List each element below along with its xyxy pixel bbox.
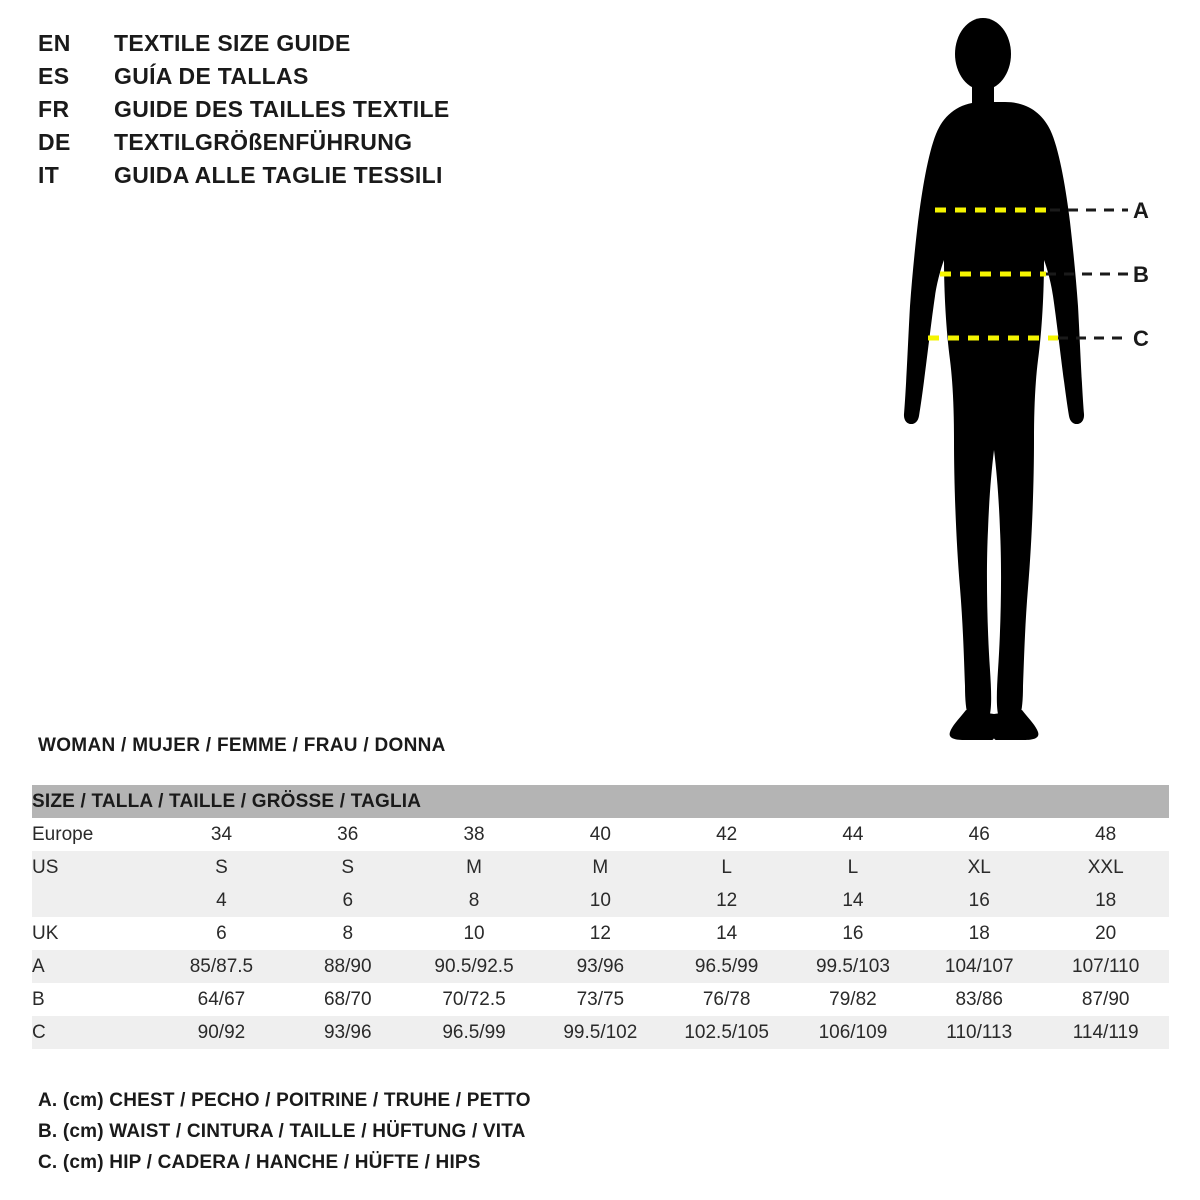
language-code: ES: [38, 63, 70, 89]
table-cell: 14: [790, 884, 916, 917]
row-label: C: [32, 1016, 158, 1049]
table-cell: 90/92: [158, 1016, 284, 1049]
table-cell: 12: [663, 884, 789, 917]
section-caption: WOMAN / MUJER / FEMME / FRAU / DONNA: [38, 735, 446, 756]
language-title: GUIDA ALLE TAGLIE TESSILI: [114, 162, 443, 188]
table-cell: S: [285, 851, 411, 884]
footnote-waist: B. (cm) WAIST / CINTURA / TAILLE / HÜFTUNG / VITA: [38, 1121, 526, 1142]
table-cell: 64/67: [158, 983, 284, 1016]
language-code: IT: [38, 162, 60, 188]
language-code: EN: [38, 30, 71, 56]
language-title: GUÍA DE TALLAS: [114, 63, 309, 89]
row-label: Europe: [32, 818, 158, 851]
table-cell: 16: [790, 917, 916, 950]
table-cell: 44: [790, 818, 916, 851]
table-cell: L: [663, 851, 789, 884]
table-row: [32, 851, 1169, 884]
table-cell: 70/72.5: [411, 983, 537, 1016]
body-measurement-figure: [840, 10, 1190, 740]
language-row: [38, 30, 598, 63]
table-cell: S: [158, 851, 284, 884]
row-label: US: [32, 851, 158, 884]
table-cell: 93/96: [285, 1016, 411, 1049]
table-cell: 10: [537, 884, 663, 917]
table-cell: 6: [285, 884, 411, 917]
table-cell: 14: [663, 917, 789, 950]
table-cell: 96.5/99: [411, 1016, 537, 1049]
table-cell: 4: [158, 884, 284, 917]
table-cell: 96.5/99: [663, 950, 789, 983]
row-label: A: [32, 950, 158, 983]
table-cell: 93/96: [537, 950, 663, 983]
table-cell: 87/90: [1042, 983, 1169, 1016]
language-title: GUIDE DES TAILLES TEXTILE: [114, 96, 450, 122]
table-cell: 40: [537, 818, 663, 851]
table-cell: 8: [411, 884, 537, 917]
language-row: [38, 96, 598, 129]
table-header-row: [32, 785, 1169, 818]
table-row: [32, 917, 1169, 950]
row-label: B: [32, 983, 158, 1016]
table-row: [32, 1016, 1169, 1049]
language-row: [38, 63, 598, 96]
table-cell: 8: [285, 917, 411, 950]
table-cell: 79/82: [790, 983, 916, 1016]
measure-marker-label-b: B: [1133, 262, 1149, 287]
table-cell: 102.5/105: [663, 1016, 789, 1049]
table-cell: 104/107: [916, 950, 1042, 983]
language-title-list: [38, 30, 598, 195]
language-title: TEXTILGRÖßENFÜHRUNG: [114, 129, 413, 155]
table-cell: 10: [411, 917, 537, 950]
table-cell: 114/119: [1042, 1016, 1169, 1049]
table-cell: 16: [916, 884, 1042, 917]
table-cell: 20: [1042, 917, 1169, 950]
table-cell: L: [790, 851, 916, 884]
table-cell: XXL: [1042, 851, 1169, 884]
language-title: TEXTILE SIZE GUIDE: [114, 30, 351, 56]
measure-marker-label-a: A: [1133, 198, 1149, 223]
table-row: [32, 983, 1169, 1016]
table-cell: 18: [916, 917, 1042, 950]
footnote-list: [38, 1090, 738, 1183]
table-cell: 110/113: [916, 1016, 1042, 1049]
measure-marker-label-c: C: [1133, 326, 1149, 351]
table-cell: 107/110: [1042, 950, 1169, 983]
table-cell: 90.5/92.5: [411, 950, 537, 983]
table-cell: 48: [1042, 818, 1169, 851]
table-cell: 85/87.5: [158, 950, 284, 983]
table-cell: 42: [663, 818, 789, 851]
table-cell: 88/90: [285, 950, 411, 983]
table-row: [32, 818, 1169, 851]
table-cell: 99.5/103: [790, 950, 916, 983]
table-cell: 83/86: [916, 983, 1042, 1016]
table-cell: 68/70: [285, 983, 411, 1016]
footnote-hip: C. (cm) HIP / CADERA / HANCHE / HÜFTE / HIPS: [38, 1152, 481, 1173]
table-cell: 73/75: [537, 983, 663, 1016]
table-cell: 12: [537, 917, 663, 950]
table-cell: M: [411, 851, 537, 884]
row-label: UK: [32, 917, 158, 950]
table-cell: 99.5/102: [537, 1016, 663, 1049]
size-table: [32, 785, 1169, 1049]
language-code: DE: [38, 129, 71, 155]
table-cell: M: [537, 851, 663, 884]
language-row: [38, 129, 598, 162]
table-cell: 36: [285, 818, 411, 851]
footnote-chest: A. (cm) CHEST / PECHO / POITRINE / TRUHE / PETTO: [38, 1090, 531, 1111]
table-cell: 76/78: [663, 983, 789, 1016]
table-cell: 18: [1042, 884, 1169, 917]
language-row: [38, 162, 598, 195]
table-cell: 38: [411, 818, 537, 851]
table-cell: 6: [158, 917, 284, 950]
table-row: [32, 884, 1169, 917]
table-cell: XL: [916, 851, 1042, 884]
table-row: [32, 950, 1169, 983]
table-header-label: SIZE / TALLA / TAILLE / GRÖSSE / TAGLIA: [32, 785, 1169, 818]
table-cell: 46: [916, 818, 1042, 851]
row-label: [32, 884, 158, 917]
table-cell: 34: [158, 818, 284, 851]
female-silhouette-icon: [840, 10, 1190, 740]
table-cell: 106/109: [790, 1016, 916, 1049]
language-code: FR: [38, 96, 70, 122]
